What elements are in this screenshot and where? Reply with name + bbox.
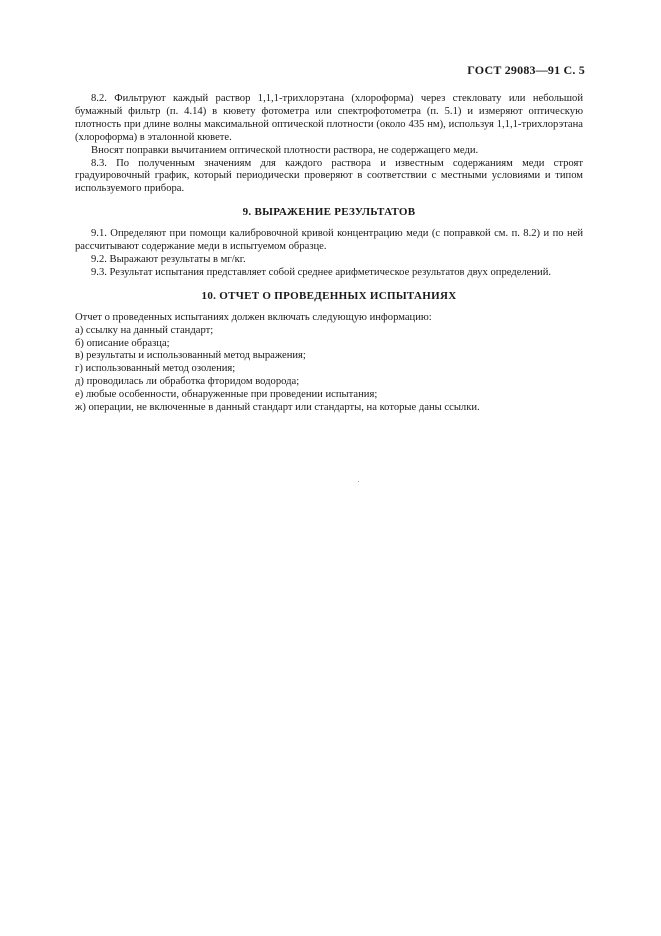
list-item: д) проводилась ли обработка фторидом водорода; (75, 376, 300, 388)
list-item: ж) операции, не включенные в данный стандарт или стандарты, на которые даны ссылки. (75, 402, 480, 414)
scan-speck (358, 481, 359, 482)
paragraph-8-3: 8.3. По полученным значениям для каждого раствора и известным содержаниям меди строят градуировочный график, который периодически проверяют в соответствии с местными условиями и типом используемого прибора. (75, 157, 583, 195)
list-item: г) использованный метод озоления; (75, 363, 236, 375)
report-intro: Отчет о проведенных испытаниях должен включать следующую информацию: (75, 311, 432, 323)
paragraph-9-1: 9.1. Определяют при помощи калибровочной кривой концентрацию меди (с поправкой см. п. 8.2) и по ней рассчитывают содержание меди в испытуемом образце. (75, 228, 583, 253)
list-item: б) описание образца; (75, 337, 170, 349)
paragraph-8-2: 8.2. Фильтруют каждый раствор 1,1,1-трихлорэтана (хлороформа) через стекловату или небольшой бумажный фильтр (п. 4.14) в кювету фотометра или спектрофотометра (п. 5.1) и измеряют оптическую плотность при длине волны максимальной оптической плотности (около 435 нм), используя 1,1,1-трихлорэтана (хлороформа) в эталонной кювете. (75, 93, 583, 143)
section-10-heading: 10. ОТЧЕТ О ПРОВЕДЕННЫХ ИСПЫТАНИЯХ (201, 289, 457, 302)
page-body (75, 93, 583, 415)
report-items-list (75, 325, 583, 415)
list-item: а) ссылку на данный стандарт; (75, 324, 214, 336)
page-header: ГОСТ 29083—91 С. 5 (467, 63, 585, 77)
paragraph-9-2: 9.2. Выражают результаты в мг/кг. (91, 253, 246, 265)
list-item: е) любые особенности, обнаруженные при проведении испытания; (75, 389, 378, 401)
section-9-heading: 9. ВЫРАЖЕНИЕ РЕЗУЛЬТАТОВ (242, 206, 416, 219)
list-item: в) результаты и использованный метод выражения; (75, 350, 306, 362)
paragraph-8-2-correction: Вносят поправки вычитанием оптической плотности раствора, не содержащего меди. (91, 144, 479, 156)
paragraph-9-3: 9.3. Результат испытания представляет собой среднее арифметическое результатов двух определений. (91, 266, 552, 278)
